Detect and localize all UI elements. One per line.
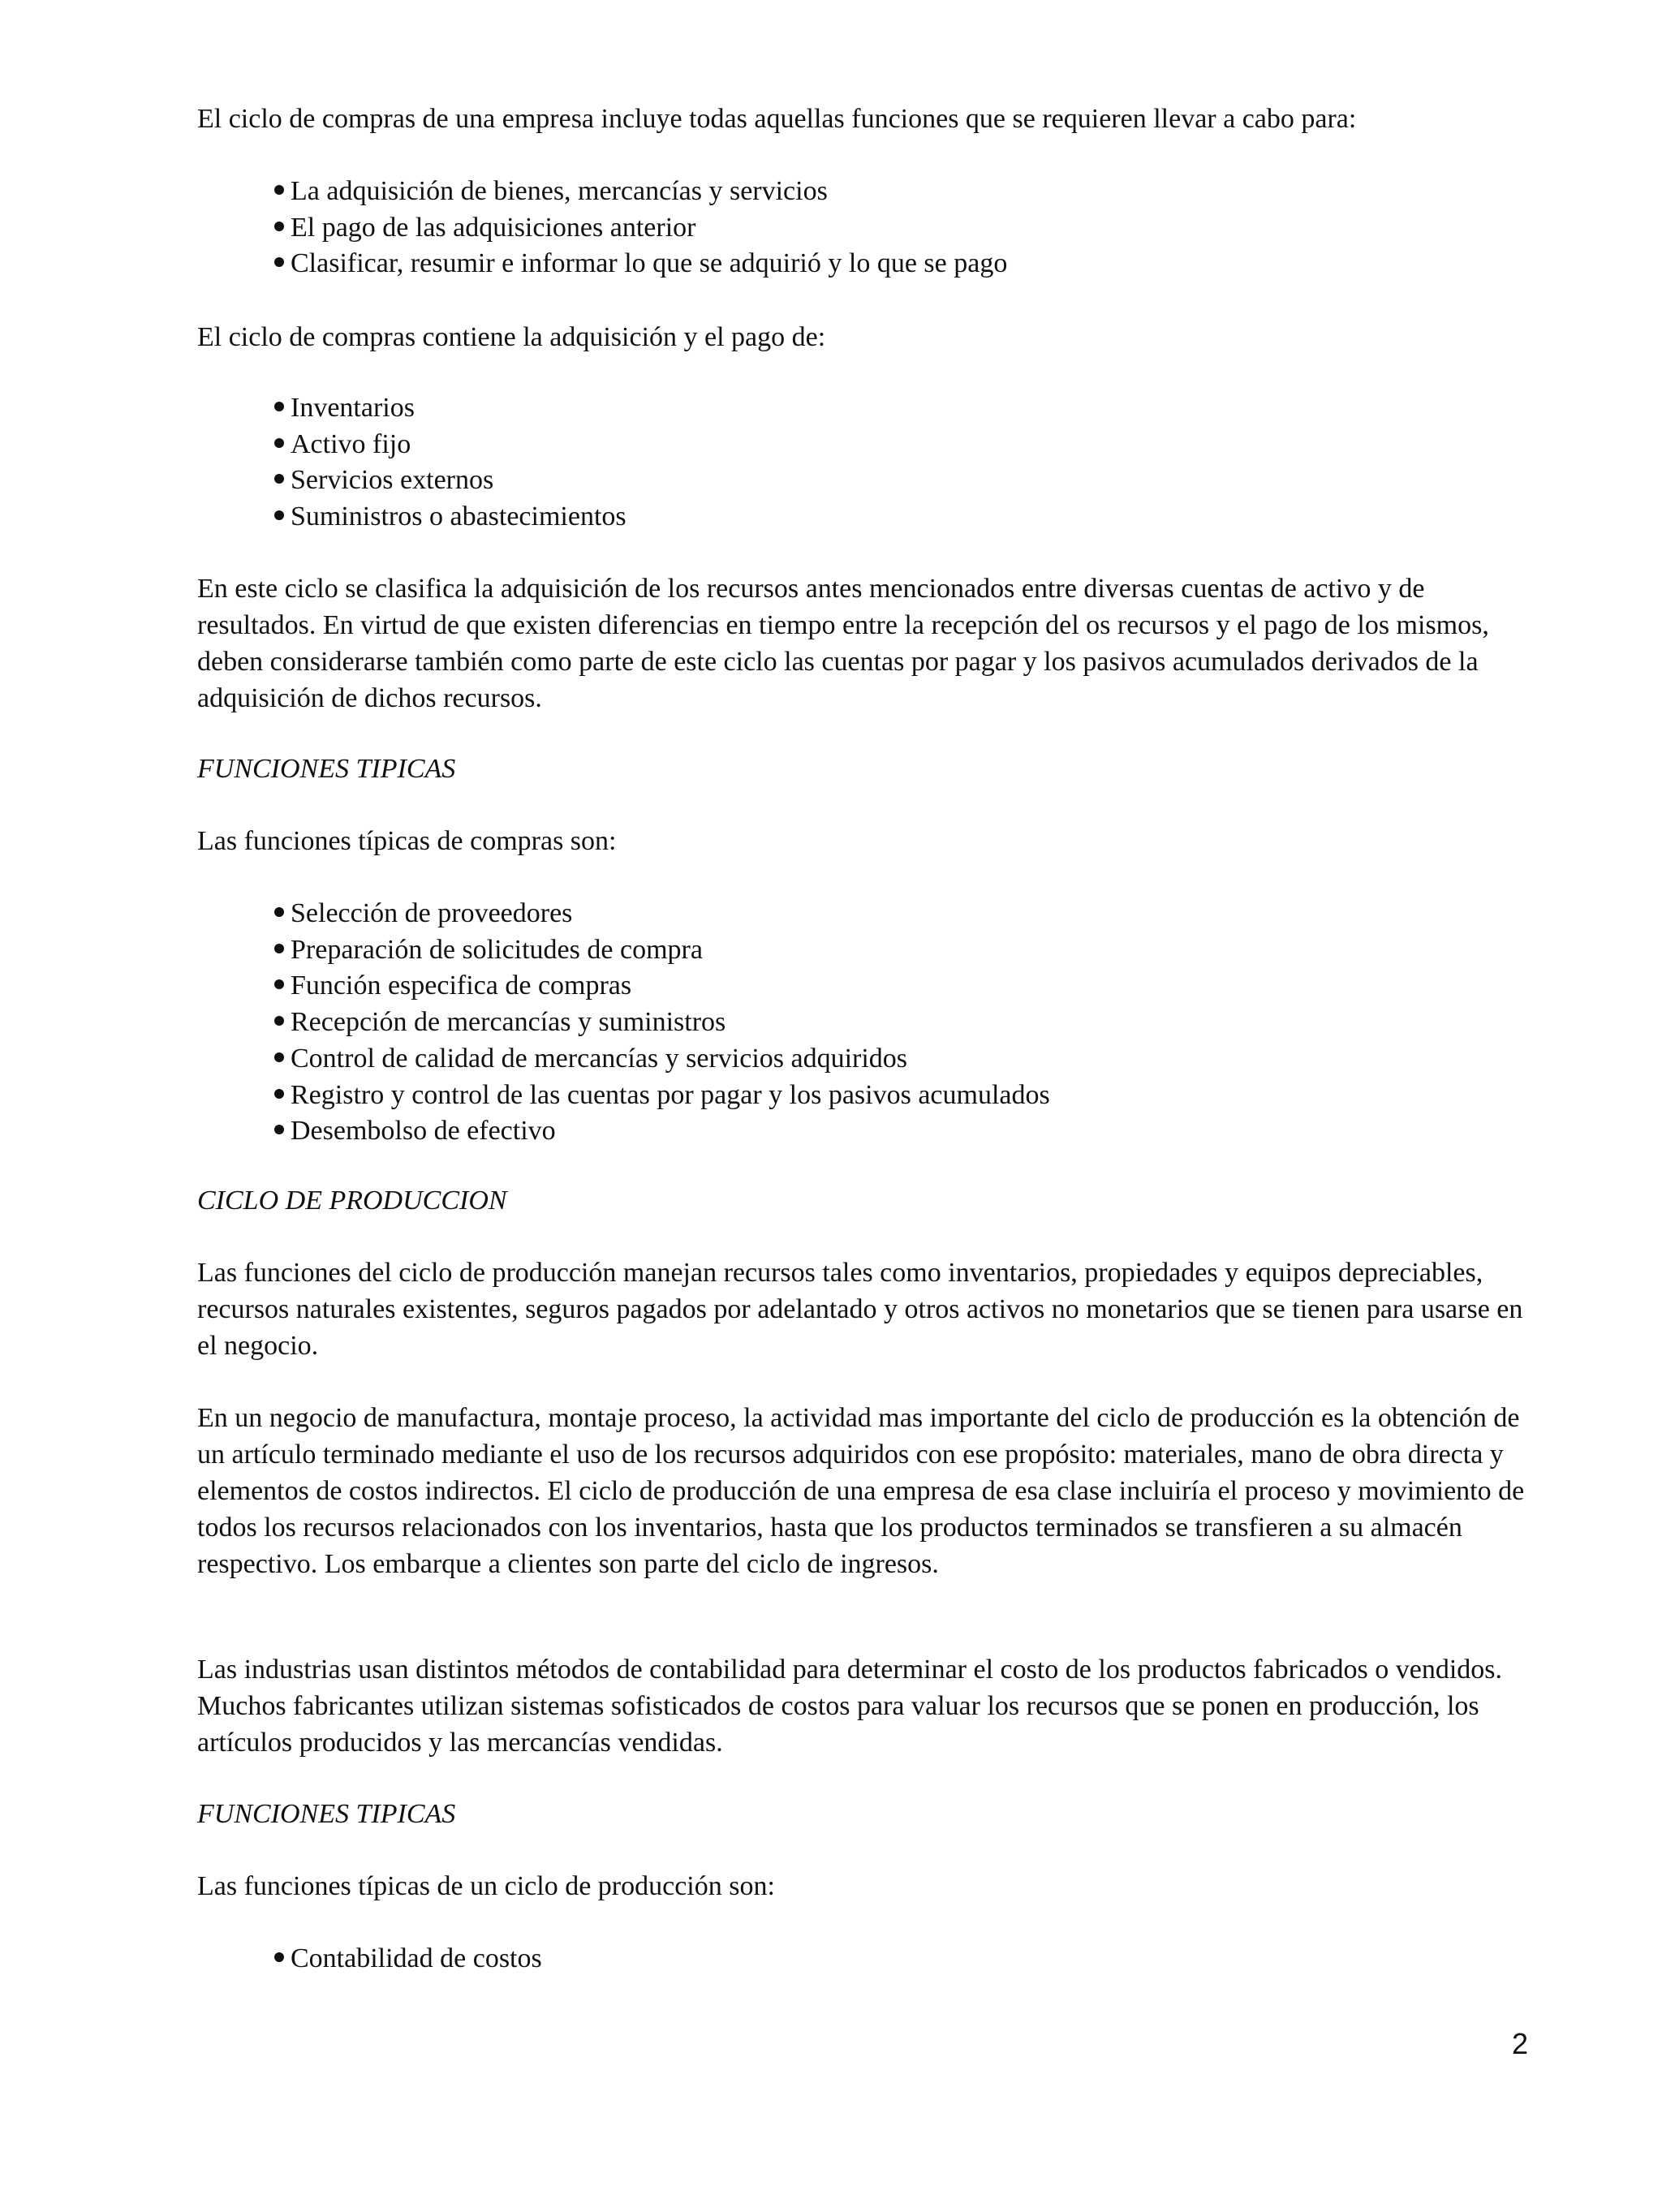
intro-paragraph: El ciclo de compras de una empresa incluye todas aquellas funciones que se requieren llevar a cabo para: — [197, 104, 1357, 134]
purchases-functions-heading: FUNCIONES TIPICAS — [197, 754, 456, 784]
list-item: Servicios externos — [274, 463, 626, 499]
bullet-icon — [274, 1016, 284, 1026]
list-item: Desembolso de efectivo — [274, 1113, 1050, 1150]
production-functions-intro: Las funciones típicas de un ciclo de producción son: — [197, 1871, 775, 1901]
list-item: Suministros o abastecimientos — [274, 499, 626, 536]
bullet-icon — [274, 944, 284, 953]
list-item: El pago de las adquisiciones anterior — [274, 210, 1007, 247]
list-item: Preparación de solicitudes de compra — [274, 932, 1050, 969]
list-item: Clasificar, resumir e informar lo que se adquirió y lo que se pago — [274, 246, 1007, 282]
bullet-icon — [274, 185, 284, 195]
bullet-icon — [274, 222, 284, 231]
contents-bullet-list — [274, 390, 626, 536]
bullet-icon — [274, 510, 284, 520]
list-item: Activo fijo — [274, 427, 626, 463]
purchases-functions-bullet-list — [274, 896, 1050, 1150]
contents-paragraph: El ciclo de compras contiene la adquisición y el pago de: — [197, 322, 826, 352]
production-paragraph-2: En un negocio de manufactura, montaje proceso, la actividad mas importante del ciclo de producción es la obtención de un artículo terminado mediante el uso de los recursos adquiridos con ese propósito: materiales, mano de obra directa y elementos de costos indirectos. El ciclo de producción de una empresa de esa clase incluiría el proceso y movimiento de todos los recursos relacionados con los inventarios, hasta que los productos terminados se transfieren a su almacén respectivo. Los embarque a clientes son parte del ciclo de ingresos. — [197, 1403, 1525, 1579]
production-functions-heading: FUNCIONES TIPICAS — [197, 1799, 456, 1829]
bullet-icon — [274, 1052, 284, 1062]
classification-paragraph: En este ciclo se clasifica la adquisición de los recursos antes mencionados entre diversas cuentas de activo y de resultados. En virtud de que existen diferencias en tiempo entre la recepción del os recursos y el pago de los mismos, deben considerarse también como parte de este ciclo las cuentas por pagar y los pasivos acumulados derivados de la adquisición de dichos recursos. — [197, 574, 1489, 713]
bullet-icon — [274, 1952, 284, 1962]
bullet-icon — [274, 402, 284, 411]
bullet-icon — [274, 979, 284, 989]
bullet-icon — [274, 907, 284, 917]
list-item: La adquisición de bienes, mercancías y servicios — [274, 174, 1007, 210]
list-item: Contabilidad de costos — [274, 1941, 542, 1977]
production-paragraph-1: Las funciones del ciclo de producción manejan recursos tales como inventarios, propiedades y equipos depreciables, recursos naturales existentes, seguros pagados por adelantado y otros activos no monetarios que se tienen para usarse en el negocio. — [197, 1258, 1523, 1361]
list-item: Función especifica de compras — [274, 968, 1050, 1005]
purchases-functions-intro: Las funciones típicas de compras son: — [197, 826, 617, 856]
list-item: Inventarios — [274, 390, 626, 427]
production-paragraph-3: Las industrias usan distintos métodos de contabilidad para determinar el costo de los productos fabricados o vendidos. Muchos fabricantes utilizan sistemas sofisticados de costos para valuar los recursos que se ponen en producción, los artículos producidos y las mercancías vendidas. — [197, 1655, 1503, 1758]
bullet-icon — [274, 474, 284, 484]
production-functions-bullet-list — [274, 1941, 542, 1977]
intro-bullet-list — [274, 174, 1007, 282]
list-item: Recepción de mercancías y suministros — [274, 1005, 1050, 1041]
list-item: Selección de proveedores — [274, 896, 1050, 932]
list-item: Control de calidad de mercancías y servicios adquiridos — [274, 1041, 1050, 1078]
list-item: Registro y control de las cuentas por pagar y los pasivos acumulados — [274, 1078, 1050, 1114]
bullet-icon — [274, 1089, 284, 1099]
bullet-icon — [274, 1125, 284, 1134]
bullet-icon — [274, 438, 284, 448]
page-number: 2 — [1511, 2027, 1528, 2060]
production-heading: CICLO DE PRODUCCION — [197, 1186, 507, 1216]
bullet-icon — [274, 257, 284, 267]
